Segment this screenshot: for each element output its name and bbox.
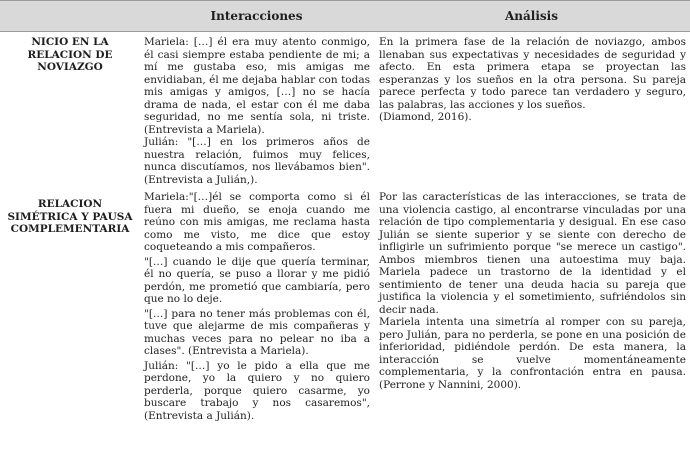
header-analisis: Análisis (373, 1, 690, 32)
analysis-paragraph: Por las características de las interacciones, se trata de una violencia castigo, al encontrarse vinculadas por una relación de tipo complementaria y desigual. En ese caso Julián se siente superior y se siente con derecho de infligirle un sufrimiento porque "se merece un castigo". Ambos miembros tienen una autoestima muy baja. Mariela padece un trastorno de la identidad y el sentimiento de tener una deuda hacia su pareja que justifica la violencia y el sometimiento, sufriéndolos sin decir nada. (379, 191, 686, 316)
interaction-quote: Mariela:"[…]él se comporta como si él fuera mi dueño, se enoja cuando me reúno con mis amigas, me reclama hasta como me visto, me dice que estoy coqueteando a mis compañeros. (144, 191, 370, 253)
section-label: NICIO EN LA RELACION DE NOVIAZGO (27, 36, 113, 73)
analysis-paragraph: Mariela intenta una simetría al romper con su pareja, pero Julián, para no perderla, se pone en una posición de inferioridad, pidiéndole perdón. De esta manera, la interacción se vuelve momentáneamente complementaria, y la confrontación entra en pausa. (Perrone y Nannini, 2000). (379, 316, 686, 391)
interactions-cell (140, 186, 373, 451)
interaction-quote: Julián: "[…] yo le pido a ella que me perdone, yo la quiero y no quiero perderla, porque quiero casarme, yo buscare trabajo y nos casaremos", (Entrevista a Julián). (144, 359, 370, 422)
table-row (0, 32, 690, 187)
interaction-quote: "[…] cuando le dije que quería terminar, él no quería, se puso a llorar y me pidió perdón, me prometió que cambiaría, pero que no lo deje. (144, 255, 370, 305)
interaction-quote: Julián: "[…] en los primeros años de nuestra relación, fuimos muy felices, nunca discutíamos, nos llevábamos bien". (Entrevista a Julián,). (144, 136, 370, 186)
interactions-cell (140, 32, 373, 187)
interaction-quote: "[…] para no tener más problemas con él, tuve que alejarme de mis compañeras y muchas veces para no pelear no iba a clases". (Entrevista a Mariela). (144, 307, 370, 357)
analysis-paragraph: En la primera fase de la relación de noviazgo, ambos llenaban sus expectativas y necesidades de seguridad y afecto. En esta primera etapa se proyectan las esperanzas y los sueños en la otra persona. Su pareja parece perfecta y todo parece tan verdadero y seguro, las palabras, las acciones y los sueños. (379, 36, 686, 111)
section-label: RELACION SIMÉTRICA Y PAUSA COMPLEMENTARIA (7, 198, 133, 235)
analysis-citation: (Diamond, 2016). (379, 111, 472, 123)
table-row (0, 186, 690, 451)
table-header-row (0, 1, 690, 32)
analysis-cell (373, 186, 690, 451)
header-interacciones: Interacciones (140, 1, 373, 32)
header-empty-cell (0, 1, 140, 32)
analysis-cell (373, 32, 690, 187)
interaction-quote: Mariela: […] él era muy atento conmigo, él casi siempre estaba pendiente de mi; a mí me gustaba eso, mis amigas me envidiaban, él me dejaba hablar con todas mis amigas y amigos, […] no se hacía drama de nada, el estar con él me daba seguridad, no me sentía sola, ni triste. (Entrevista a Mariela). (144, 36, 370, 136)
